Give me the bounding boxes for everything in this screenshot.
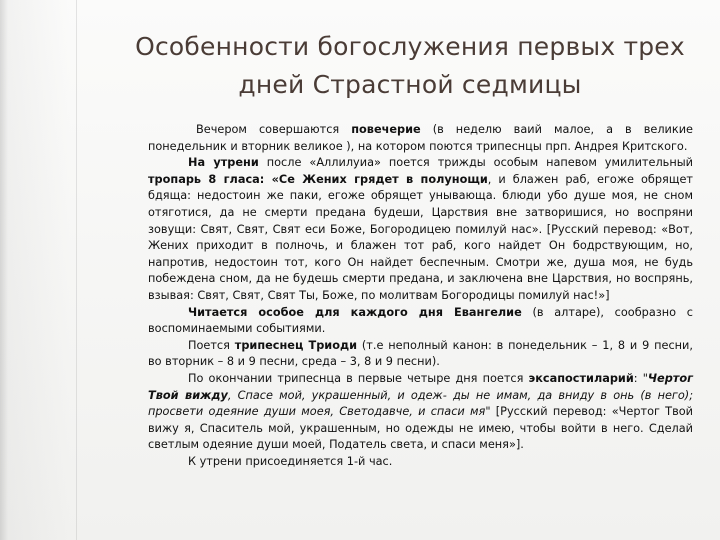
slide-edge-shadow <box>0 0 70 540</box>
p3-text-b: (в алтаре), сообразно с воспоминаемыми событиями. <box>148 305 693 336</box>
p5-italic-text: , Спасе мой, украшенный, и одеж- ды не имам, да вниду в онь (в него); просвети одеяние души моея, Светодавче, и спаси мя <box>148 388 693 419</box>
paragraph-6: К утрени присоединяется 1-й час. <box>188 454 393 468</box>
paragraph-1 <box>148 122 693 155</box>
p1-bold-povecherie: повечерие <box>351 123 421 136</box>
p3-bold-evangelie: Читается особое для каждого дня Евангелие <box>188 305 522 319</box>
p5-text-f: " [Русский перевод: «Чертог Твой вижу я, Спаситель мой, украшенным, но одежды не имею, чтобы войти в него. Сделай светлым одеяние души моей, Податель света, и спаси меня»]. <box>148 405 693 452</box>
p4-bold-tripesnets: трипеснец Триоди <box>234 338 358 352</box>
slide-edge-line <box>76 0 77 540</box>
paragraph-3 <box>148 305 693 338</box>
p5-bold-eksapostilariy: эксапостиларий <box>528 371 634 385</box>
p1-text-c: (в неделю ваий малое, а в великие понедельник и вторник великое ), на котором поются трипеснцы прп. Андрея Критского. <box>148 123 693 153</box>
p2-text-d: , и блажен раб, егоже обрящет бдяща: недостоин же паки, егоже обрящет унывающа. блюди убо душе моя, не сном отяготися, да не смерти предана будеши, Царствия вне затворишися, но воспряни зовущи: Свят, Свят, Свят еси Боже, Богородицею помилуй нас». [Русский перевод: «Вот, Жених приходит в полночь, и блажен тот раб, кого найдет Он бодрствующим, но, напротив, недостоин тот, кого Он найдет беспечным. Смотри же, душа моя, не будь побеждена сном, да не будешь смерти предана, и заключена вне Царствия, но воспрянь, взывая: Свят, Свят, Свят Ты, Боже, по молитвам Богородицы помилуй нас!»] <box>148 172 694 302</box>
p5-bold-italic-chertog: Чертог Твой вижду <box>148 371 693 402</box>
slide-title <box>120 28 700 104</box>
title-line-2: дней Страстной седмицы <box>238 70 582 99</box>
p5-text-a: По окончании трипеснца в первые четыре дня поется <box>188 371 529 385</box>
paragraph-2 <box>148 155 693 304</box>
slide-body <box>148 122 693 470</box>
p1-text-a: Вечером совершаются <box>196 123 352 136</box>
p5-text-c: : " <box>633 371 648 385</box>
p2-bold-na-utreni: На утрени <box>188 156 259 170</box>
p4-text-a: Поется <box>188 338 235 352</box>
p2-text-b: после «Аллилуиа» поется трижды особым напевом умилительный <box>258 156 693 170</box>
p4-text-c: (т.е неполный канон: в понедельник – 1, 8 и 9 песни, во вторник – 8 и 9 песни, среда – 3, 8 и 9 песни). <box>148 338 693 369</box>
paragraph-4 <box>148 338 693 371</box>
p2-bold-tropar: тропарь 8 гласа: «Се Жених грядет в полунощи <box>148 172 488 186</box>
paragraph-5 <box>148 371 693 454</box>
title-line-1: Особенности богослужения первых трех <box>135 32 685 61</box>
